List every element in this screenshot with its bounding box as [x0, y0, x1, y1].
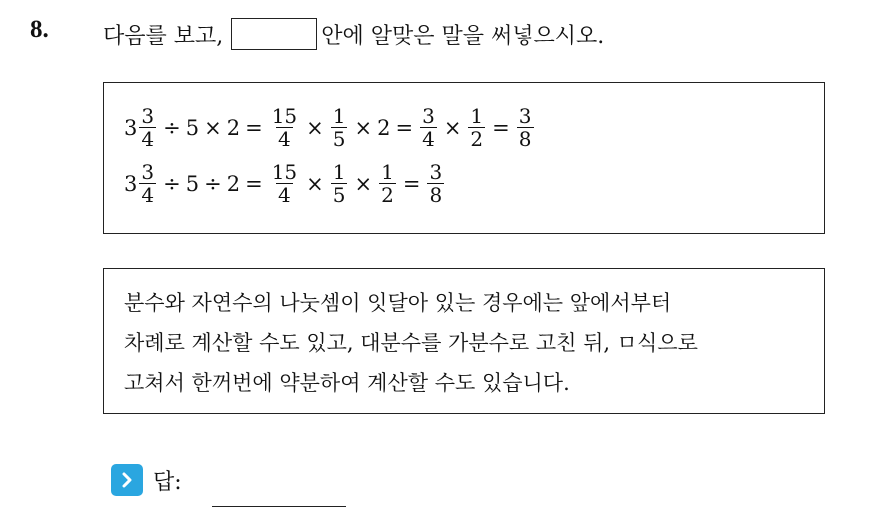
- explanation-line: 차례로 계산할 수도 있고, 대분수를 가분수로 고친 뒤, ㅁ식으로: [124, 331, 698, 355]
- answer-line[interactable]: [212, 506, 346, 507]
- number: 5: [185, 171, 200, 196]
- equals: =: [245, 171, 263, 196]
- mixed-whole: 3: [124, 171, 138, 196]
- operator: ×: [443, 115, 462, 140]
- blank-box[interactable]: [231, 18, 317, 50]
- fraction: $\frac{1}{5}$: [332, 104, 346, 151]
- equals: =: [402, 171, 421, 196]
- operator: ×: [204, 115, 222, 140]
- fraction: $\frac{1}{5}$: [332, 160, 346, 207]
- answer-area: [111, 464, 182, 496]
- question-text-before: 다음를 보고,: [103, 23, 224, 49]
- operator: ×: [306, 171, 324, 196]
- answer-label: 답:: [153, 469, 182, 495]
- fraction: $\frac{3}{8}$: [429, 160, 443, 207]
- mixed-whole: 3: [124, 115, 138, 140]
- fraction: $\frac{3}{4}$: [422, 104, 435, 151]
- number: 5: [185, 115, 200, 140]
- operator: ÷: [204, 171, 222, 196]
- equation-line-2: [124, 161, 446, 206]
- fraction: $\frac{1}{2}$: [470, 104, 484, 151]
- fraction: $\frac{3}{4}$: [141, 104, 155, 151]
- fraction: $\frac{15}{4}$: [271, 160, 298, 207]
- equals: =: [395, 115, 414, 140]
- explanation-box: [103, 268, 825, 414]
- equals: =: [245, 115, 263, 140]
- fraction: $\frac{1}{2}$: [381, 160, 394, 207]
- arrow-right-icon: [111, 464, 143, 496]
- question-number: 8.: [30, 16, 49, 43]
- fraction: $\frac{15}{4}$: [271, 104, 298, 151]
- question-text-after: 안에 알맞은 말을 써넣으시오.: [321, 23, 605, 49]
- number: 2: [377, 115, 391, 140]
- operator: ÷: [163, 171, 181, 196]
- equation-box: [103, 82, 825, 234]
- operator: ×: [354, 115, 373, 140]
- equation-line-1: [124, 105, 536, 150]
- number: 2: [226, 115, 241, 140]
- operator: ×: [354, 171, 373, 196]
- fraction: $\frac{3}{4}$: [141, 160, 155, 207]
- equals: =: [492, 115, 510, 140]
- operator: ×: [306, 115, 324, 140]
- operator: ÷: [163, 115, 181, 140]
- explanation-line: 분수와 자연수의 나눗셈이 잇달아 있는 경우에는 앞에서부터: [124, 291, 672, 315]
- fraction: $\frac{3}{8}$: [518, 104, 532, 151]
- explanation-line: 고쳐서 한꺼번에 약분하여 계산할 수도 있습니다.: [124, 371, 570, 395]
- number: 2: [226, 171, 241, 196]
- question-text: [103, 18, 604, 50]
